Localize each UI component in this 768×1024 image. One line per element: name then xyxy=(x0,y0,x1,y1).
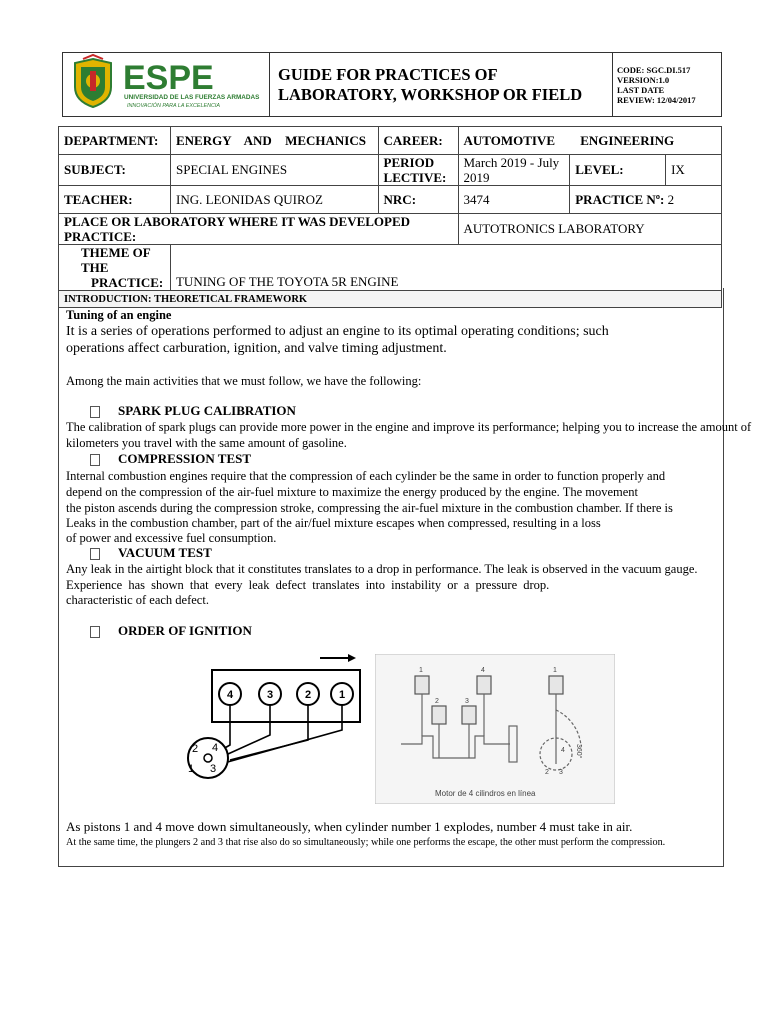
logo-cell xyxy=(63,53,270,117)
code-text: CODE: SGC.DI.517 xyxy=(617,64,691,75)
compression-line1: Internal combustion engines require that the compression of each cylinder be the same in order to function properly and xyxy=(66,469,666,483)
place-value: AUTOTRONICS LABORATORY xyxy=(458,214,722,245)
checkbox-bullet-icon xyxy=(90,406,100,418)
document-code xyxy=(613,53,722,117)
intro-label: INTRODUCTION: THEORETICAL FRAMEWORK xyxy=(59,291,722,308)
theme-label: THEME OF THE PRACTICE: xyxy=(59,245,171,291)
logo-university: UNIVERSIDAD DE LAS FUERZAS ARMADAS xyxy=(124,94,260,101)
piston-side xyxy=(549,676,563,694)
teacher-label: TEACHER: xyxy=(59,186,171,214)
department-label: DEPARTMENT: xyxy=(59,127,171,155)
spark-plug-line1: The calibration of spark plugs can provide more power in the engine and improve its performance; helping you to increase the amount of xyxy=(66,420,752,434)
career-label: CAREER: xyxy=(378,127,458,155)
rotation-arrow-icon xyxy=(348,654,356,662)
inline-engine-diagram xyxy=(375,654,615,804)
career-value: AUTOMOTIVE ENGINEERING xyxy=(458,127,722,155)
diagram-label: 2 xyxy=(545,769,549,776)
piston-1 xyxy=(415,676,429,694)
espe-logo xyxy=(63,53,267,111)
nrc-label: NRC: xyxy=(378,186,458,214)
spark-plug-title: SPARK PLUG CALIBRATION xyxy=(90,403,296,419)
info-table xyxy=(58,126,722,308)
distributor-label: 2 xyxy=(192,743,199,755)
cylinder-label: 2 xyxy=(304,689,312,701)
subject-value: SPECIAL ENGINES xyxy=(170,155,378,186)
vacuum-line1: Any leak in the airtight block that it constitutes translates to a drop in performance. The leak is observed in the vacuum gauge. xyxy=(66,562,698,576)
title-line-2: LABORATORY, WORKSHOP OR FIELD xyxy=(278,84,583,104)
piston-3 xyxy=(462,706,476,724)
period-label: PERIOD LECTIVE: xyxy=(378,155,458,186)
coat-of-arms-icon xyxy=(75,55,111,107)
document-title xyxy=(270,53,613,117)
vacuum-line2: Experience has shown that every leak defect translates into instability or a pressure drop. xyxy=(66,578,550,592)
compression-line5: of power and excessive fuel consumption. xyxy=(66,531,277,545)
para1-line2: operations affect carburation, ignition, and valve timing adjustment. xyxy=(66,341,447,356)
department-value: ENERGY AND MECHANICS xyxy=(170,127,378,155)
diagram-label: 4 xyxy=(561,747,565,754)
version-text: VERSION:1.0 xyxy=(617,74,670,85)
teacher-value: ING. LEONIDAS QUIROZ xyxy=(170,186,378,214)
period-value: March 2019 - July 2019 xyxy=(458,155,570,186)
piston-2 xyxy=(432,706,446,724)
diagram-caption: Motor de 4 cilindros en línea xyxy=(435,789,536,798)
closing-line2: At the same time, the plungers 2 and 3 that rise also do so simultaneously; while one performs the escape, the other must perform the compression. xyxy=(66,837,666,848)
review-text: REVIEW: 12/04/2017 xyxy=(617,94,696,105)
para2: Among the main activities that we must follow, we have the following: xyxy=(66,374,422,388)
diagram-label: 1 xyxy=(419,667,423,674)
spark-plug-line2: kilometers you travel with the same amount of gasoline. xyxy=(66,436,347,450)
ignition-wires xyxy=(223,705,342,763)
place-label: PLACE OR LABORATORY WHERE IT WAS DEVELOPED PRACTICE: xyxy=(59,214,459,245)
checkbox-bullet-icon xyxy=(90,548,100,560)
distributor-label: 4 xyxy=(212,742,219,754)
compression-line3: the piston ascends during the compression stroke, compressing the air-fuel mixture in the combustion chamber. If there is xyxy=(66,501,673,515)
distributor-label: 3 xyxy=(210,763,217,775)
title-line-1: GUIDE FOR PRACTICES OF xyxy=(278,64,498,84)
level-label: LEVEL: xyxy=(570,155,666,186)
cylinder-label: 3 xyxy=(266,689,274,701)
checkbox-bullet-icon xyxy=(90,626,100,638)
distributor-label: 1 xyxy=(188,763,195,775)
compression-line4: Leaks in the combustion chamber, part of the air/fuel mixture escapes when compressed, resulting in a loss xyxy=(66,516,601,530)
diagram-label: 1 xyxy=(553,667,557,674)
theme-value: TUNING OF THE TOYOTA 5R ENGINE xyxy=(170,245,721,291)
level-value: IX xyxy=(666,155,722,186)
checkbox-bullet-icon xyxy=(90,454,100,466)
logo-motto: INNOVACIÓN PARA LA EXCELENCIA xyxy=(127,103,220,109)
diagram-label: 2 xyxy=(435,698,439,705)
subject-label: SUBJECT: xyxy=(59,155,171,186)
ignition-title: ORDER OF IGNITION xyxy=(90,623,252,639)
closing-line1: As pistons 1 and 4 move down simultaneously, when cylinder number 1 explodes, number 4 must take in air. xyxy=(66,819,633,834)
nrc-value: 3474 xyxy=(458,186,570,214)
section-heading: Tuning of an engine xyxy=(66,308,172,322)
logo-text: ESPE xyxy=(123,59,214,97)
para1-line1: It is a series of operations performed to adjust an engine to its optimal operating conditions; such xyxy=(66,324,609,339)
cylinder-label: 4 xyxy=(226,689,234,701)
compression-line2: depend on the compression of the air-fuel mixture to maximize the energy produced by the engine. The movement xyxy=(66,485,639,499)
piston-4 xyxy=(477,676,491,694)
diagram-label: 4 xyxy=(481,667,485,674)
diagram-label: 3 xyxy=(465,698,469,705)
compression-title: COMPRESSION TEST xyxy=(90,451,251,467)
diagram-angle: 360° xyxy=(575,744,582,759)
firing-order-diagram xyxy=(168,650,368,780)
document-header xyxy=(62,52,722,117)
vacuum-title: VACUUM TEST xyxy=(90,545,212,561)
practice-number: PRACTICE Nº: 2 xyxy=(570,186,722,214)
vacuum-line3: characteristic of each defect. xyxy=(66,593,209,607)
cylinder-label: 1 xyxy=(338,689,346,701)
last-date-text: LAST DATE xyxy=(617,84,665,95)
diagram-label: 3 xyxy=(559,769,563,776)
